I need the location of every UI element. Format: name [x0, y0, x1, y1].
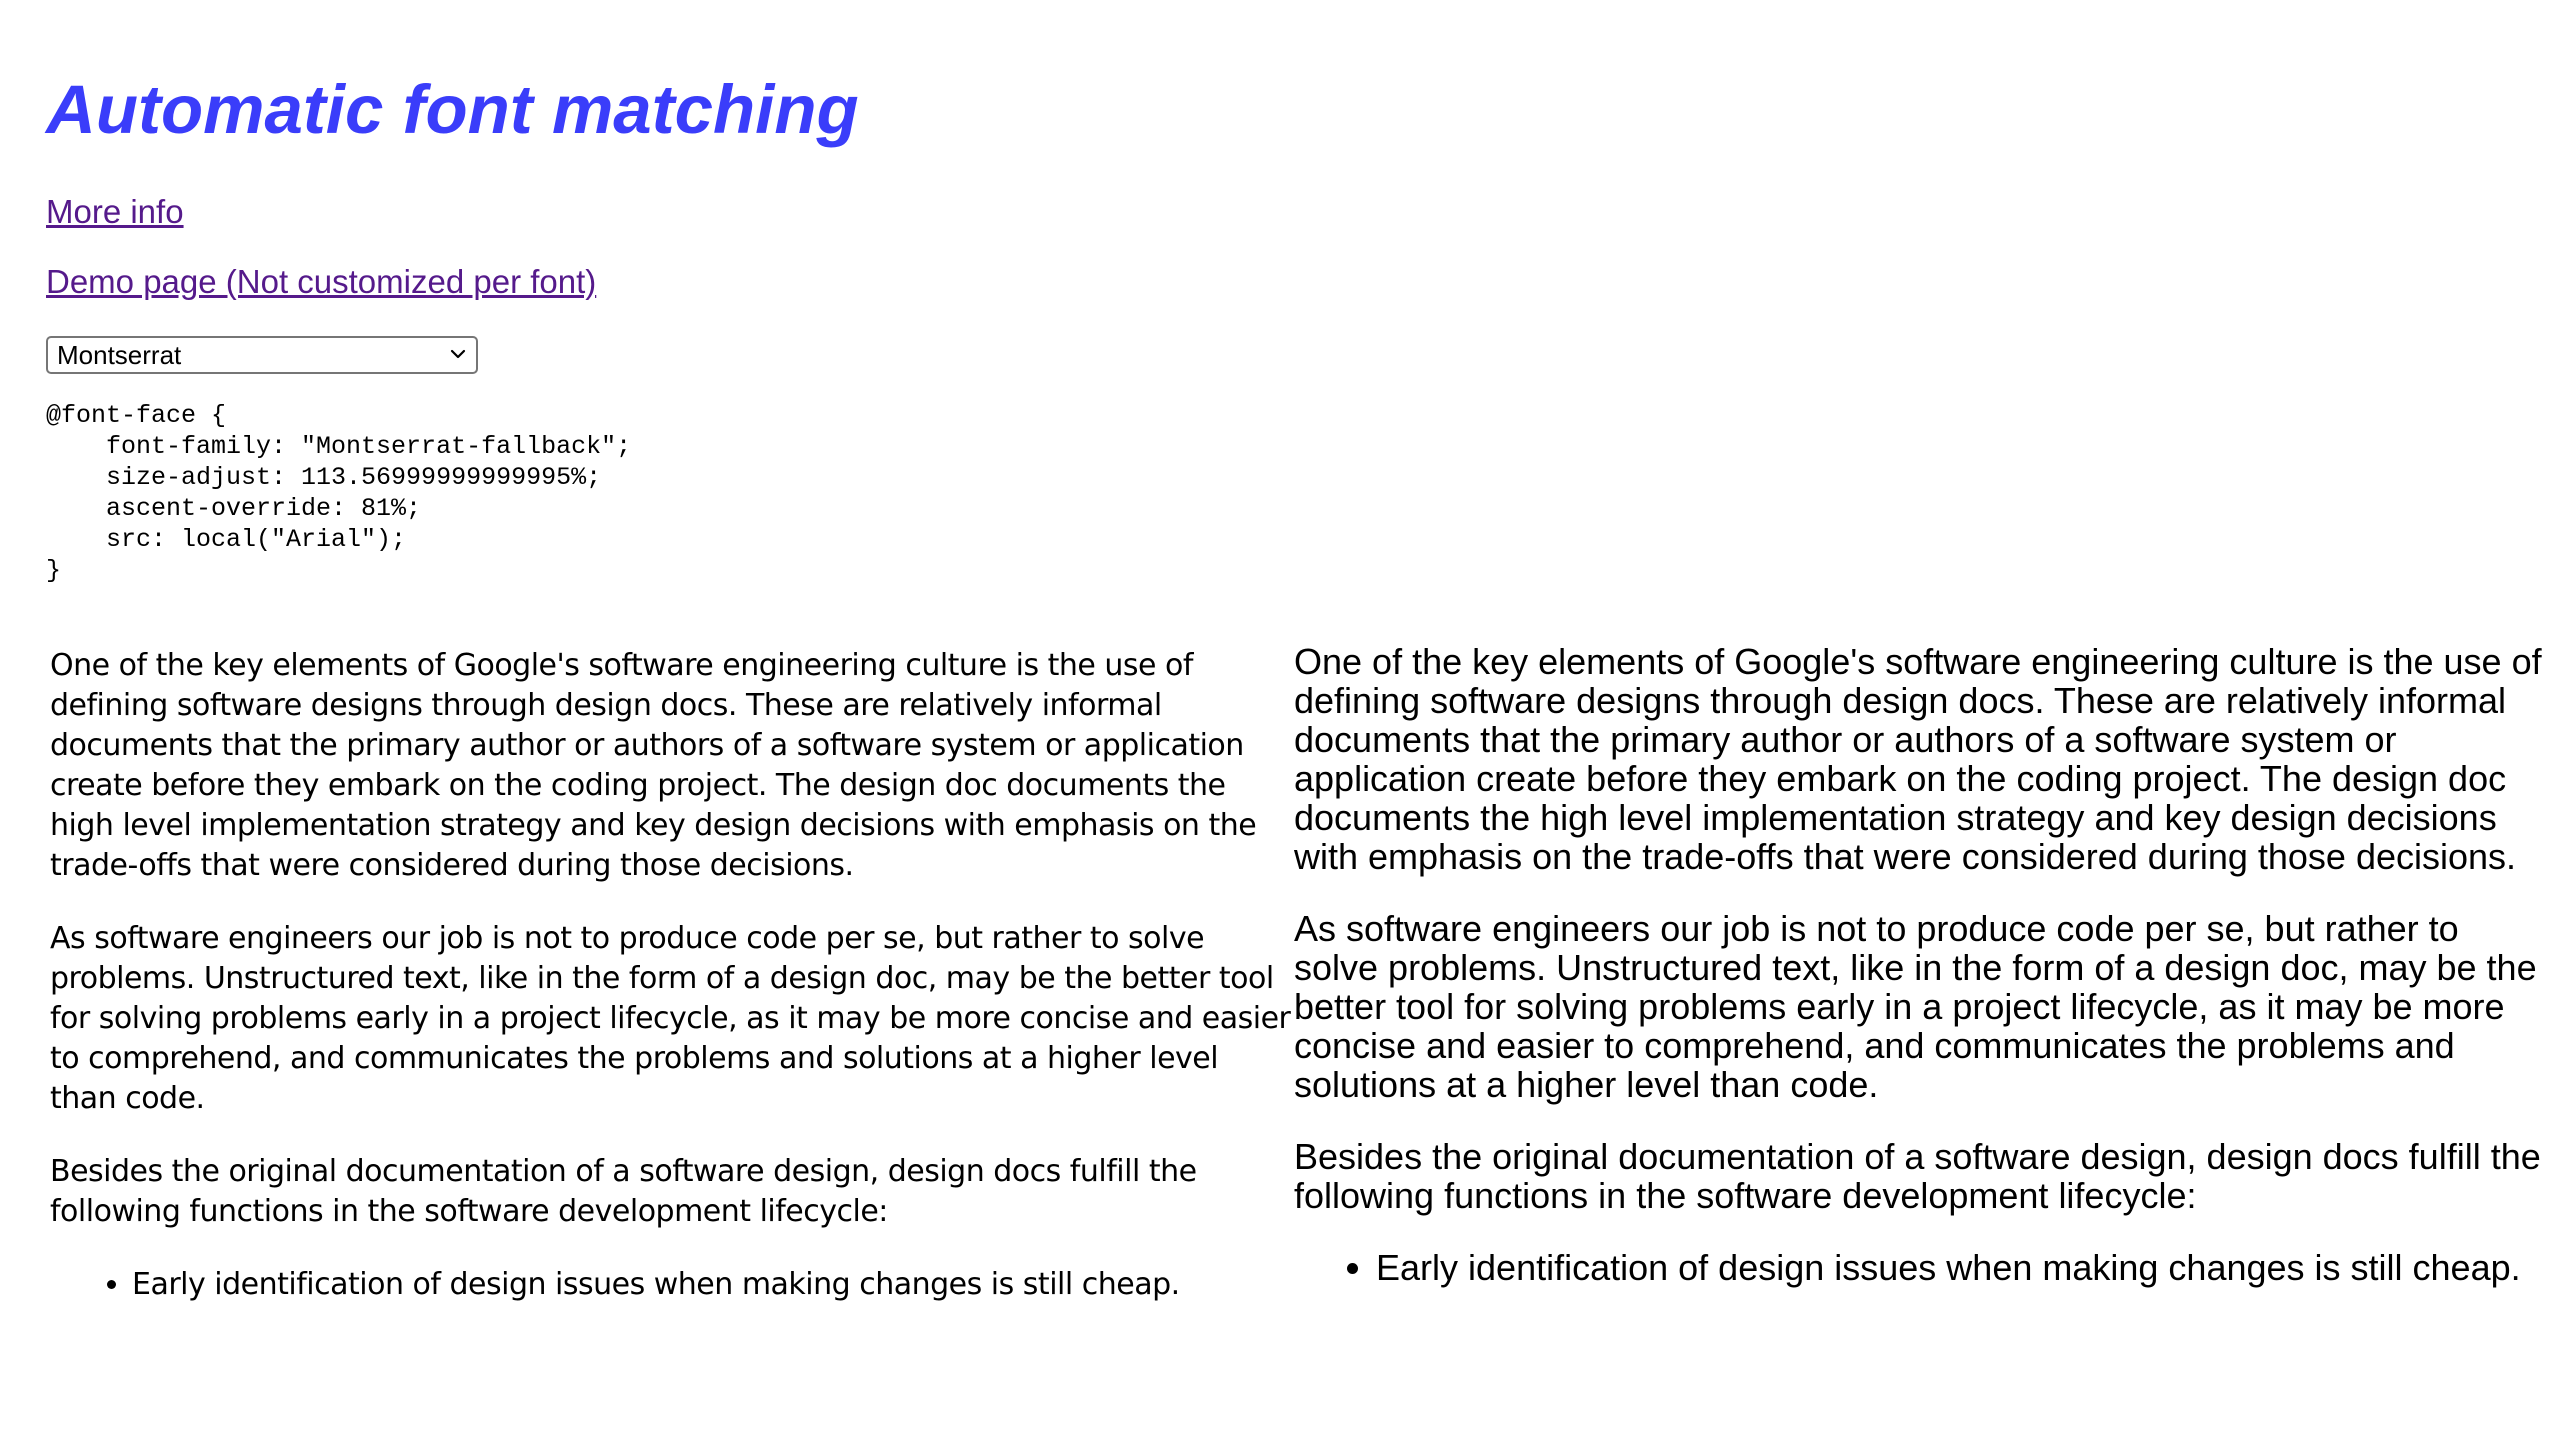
sample-text-web-font: [50, 646, 1292, 1305]
font-face-css-code: @font-face { font-family: "Montserrat-fallback"; size-adjust: 113.56999999999995%; ascent-override: 81%; src: local("Arial"); }: [46, 401, 632, 585]
sample-paragraph: As software engineers our job is not to produce code per se, but rather to solve problems. Unstructured text, like in the form of a design doc, may be the better tool for solving problems early in a project lifecycle, as it may be more concise and easier to comprehend, and communicates the problems and solutions at a higher level than code.: [50, 921, 1291, 1116]
sample-paragraph: One of the key elements of Google's software engineering culture is the use of defining software designs through design docs. These are relatively informal documents that the primary author or authors of a software system or application create before they embark on the coding project. The design doc documents the high level implementation strategy and key design decisions with emphasis on the trade-offs that were considered during those decisions.: [50, 648, 1257, 883]
sample-text-fallback-font: [1294, 642, 2544, 1287]
chevron-down-icon: [448, 344, 468, 364]
sample-list: [50, 1265, 1292, 1305]
demo-page-link[interactable]: Demo page (Not customized per font): [46, 263, 597, 300]
list-item: • Early identification of design issues when making changes is still cheap.: [1376, 1248, 2544, 1287]
font-select[interactable]: [46, 336, 478, 374]
sample-paragraph: Besides the original documentation of a software design, design docs fulfill the following functions in the software development lifecycle:: [1294, 1136, 2541, 1216]
sample-list: [1294, 1248, 2544, 1287]
font-select-value: Montserrat: [57, 340, 182, 370]
list-item: • Early identification of design issues when making changes is still cheap.: [132, 1265, 1292, 1305]
sample-paragraph: One of the key elements of Google's software engineering culture is the use of defining software designs through design docs. These are relatively informal documents that the primary author or authors of a software system or application create before they embark on the coding project. The design doc documents the high level implementation strategy and key design decisions with emphasis on the trade-offs that were considered during those decisions.: [1294, 641, 2542, 877]
page-title: Automatic font matching: [46, 71, 859, 148]
more-info-link[interactable]: More info: [46, 193, 184, 230]
sample-paragraph: As software engineers our job is not to produce code per se, but rather to solve problems. Unstructured text, like in the form of a design doc, may be the better tool for solving problems early in a project lifecycle, as it may be more concise and easier to comprehend, and communicates the problems and solutions at a higher level than code.: [1294, 908, 2537, 1105]
sample-paragraph: Besides the original documentation of a software design, design docs fulfill the following functions in the software development lifecycle:: [50, 1154, 1197, 1229]
